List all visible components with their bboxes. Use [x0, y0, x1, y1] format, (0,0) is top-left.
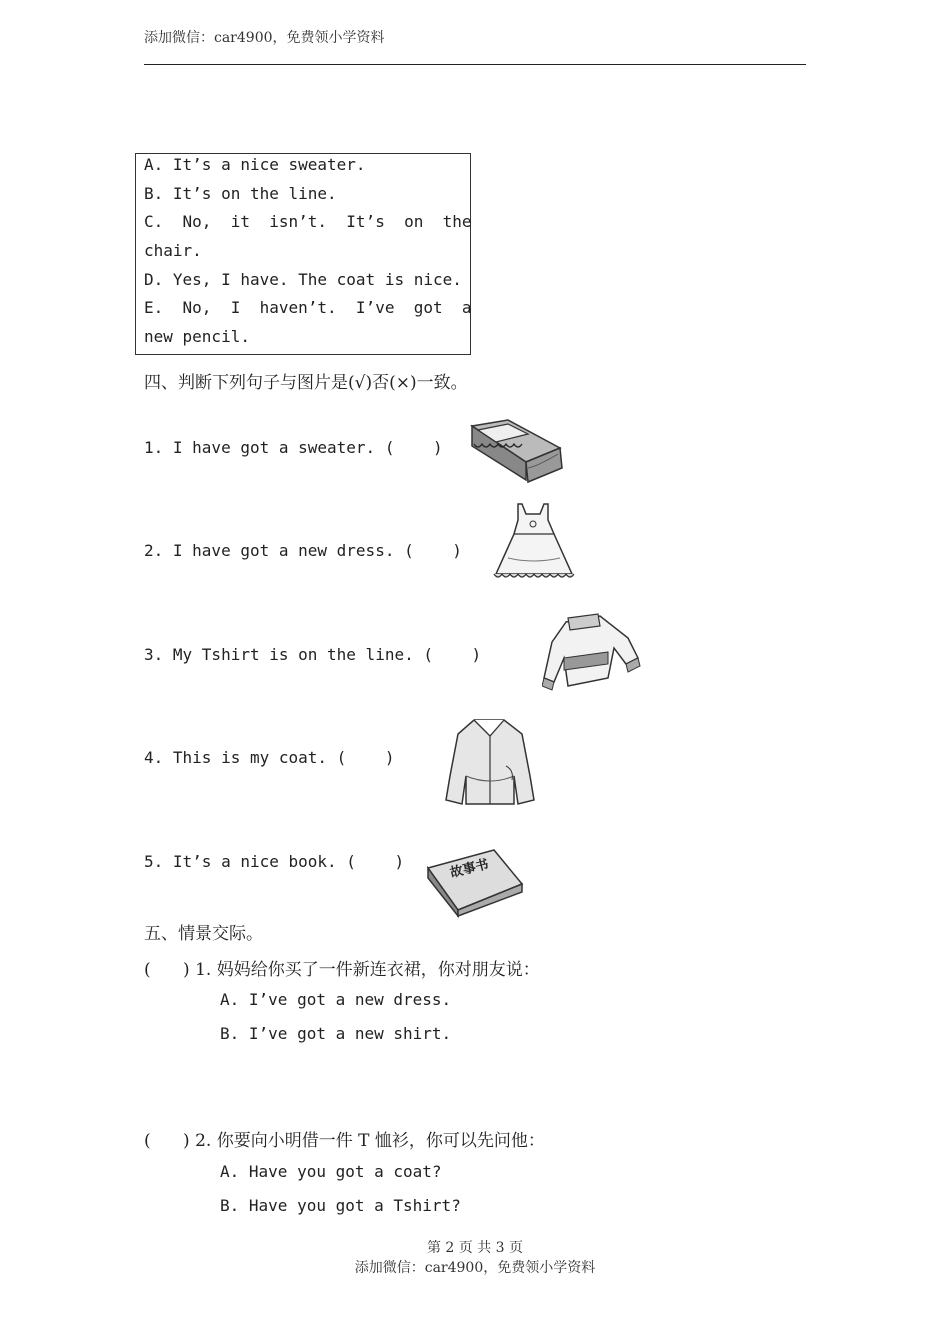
- section5-q2-option-b: B. Have you got a Tshirt?: [220, 1196, 461, 1215]
- box-option-e: E. No, I haven’t. I’ve got a: [144, 298, 472, 317]
- coat-icon: [444, 716, 536, 810]
- header-rule: [144, 64, 806, 65]
- section4-item-4: 4. This is my coat. ( ): [144, 748, 395, 767]
- footer-watermark: 添加微信：car4900，免费领小学资料: [354, 1260, 596, 1276]
- section4-item-5: 5. It’s a nice book. ( ): [144, 852, 405, 871]
- storybook-title: 故事书: [448, 857, 491, 882]
- section4-title: 四、判断下列句子与图片是(√)否(×)一致。: [144, 373, 468, 393]
- page-number: 第 2 页 共 3 页: [426, 1240, 524, 1256]
- box-option-a: A. It’s a nice sweater.: [144, 155, 366, 174]
- section5-question-1: ( ) 1. 妈妈给你买了一件新连衣裙，你对朋友说：: [144, 960, 540, 980]
- section4-item-1: 1. I have got a sweater. ( ): [144, 438, 443, 457]
- header-watermark: 添加微信：car4900，免费领小学资料: [144, 30, 385, 46]
- box-option-e-cont: new pencil.: [144, 327, 250, 346]
- box-option-c-cont: chair.: [144, 241, 202, 260]
- storybook-icon: [424, 846, 524, 918]
- box-option-b: B. It’s on the line.: [144, 184, 337, 203]
- section5-question-2: ( ) 2. 你要向小明借一件 T 恤衫，你可以先问他：: [144, 1131, 545, 1151]
- section5-q2-option-a: A. Have you got a coat?: [220, 1162, 442, 1181]
- box-option-d: D. Yes, I have. The coat is nice.: [144, 270, 462, 289]
- bed-icon: [468, 418, 564, 486]
- section4-item-2: 2. I have got a new dress. ( ): [144, 541, 462, 560]
- section5-q1-option-b: B. I’ve got a new shirt.: [220, 1024, 452, 1043]
- box-option-c: C. No, it isn’t. It’s on the: [144, 212, 472, 231]
- section4-item-3: 3. My Tshirt is on the line. ( ): [144, 645, 482, 664]
- section5-title: 五、情景交际。: [144, 924, 263, 944]
- section5-q1-option-a: A. I’ve got a new dress.: [220, 990, 452, 1009]
- dress-icon: [490, 500, 576, 590]
- sweater-icon: [542, 612, 642, 692]
